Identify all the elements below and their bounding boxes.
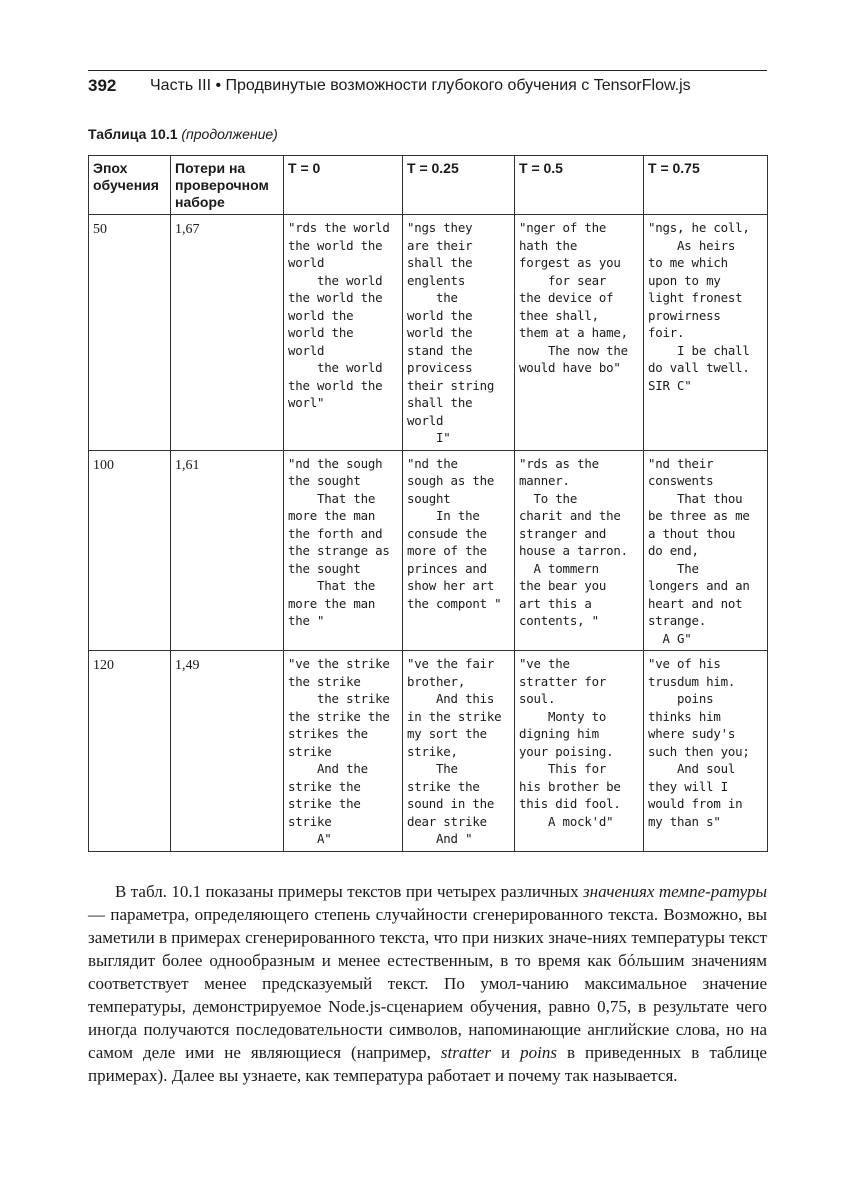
cell-sample-t025: "ve the fair brother, And this in the strike my sort the strike, The strike the sound in the dear strike And " [403,651,515,852]
cell-loss: 1,49 [171,651,284,852]
cell-epochs: 100 [89,450,171,651]
table-caption-main: Таблица 10.1 [88,126,178,142]
header-t0: T = 0 [284,156,403,215]
results-table [88,155,768,852]
cell-sample-t05: "ve the stratter for soul. Monty to digning him your poising. This for his brother be this did fool. A mock'd" [515,651,644,852]
paragraph-text [88,880,767,1087]
cell-sample-t025: "ngs they are their shall the englents the world the world the stand the provicess their string shall the world I" [403,215,515,451]
header-rule [88,70,767,71]
header-epochs: Эпох обучения [89,156,171,215]
table-row [89,450,768,651]
table-caption-continuation: (продолжение) [181,126,278,142]
paragraph-part: и [490,1043,521,1062]
table-caption [88,126,278,142]
cell-sample-t0: "nd the sough the sought That the more the man the forth and the strange as the sought That the more the man the " [284,450,403,651]
cell-sample-t05: "nger of the hath the forgest as you for sear the device of thee shall, them at a hame, The now the would have bo" [515,215,644,451]
body-paragraph [88,880,767,1087]
paragraph-part: — параметра, определяющего степень случайности сгенерированного текста. Возможно, вы заметили в примерах сгенерированного текста, что при низких значе-ниях температуры текст выглядит более однообразным и менее естественным, в то время как бóльшим значениям соответствует менее предсказуемый текст. По умол-чанию максимальное значение температуры, демонстрируемое Node.js-сценарием обучения, равно 0,75, в результате чего иногда получаются последовательности символов, напоминающие английские слова, но на самом деле ими не являющиеся (например, [88,905,767,1062]
cell-sample-t075: "ve of his trusdum him. poins thinks him where sudy's such then you; And soul they will I would from in my than s" [644,651,768,852]
cell-sample-t0: "ve the strike the strike the strike the strike the strikes the strike And the strike the strike the strike A" [284,651,403,852]
term-temperature-values: значениях темпе-ратуры [583,882,767,901]
running-title: Часть III • Продвинутые возможности глубокого обучения с TensorFlow.js [150,77,691,94]
cell-sample-t025: "nd the sough as the sought In the consude the more of the princes and show her art the compont " [403,450,515,651]
running-header [88,76,767,102]
table-row [89,215,768,451]
cell-sample-t0: "rds the world the world the world the world the world the world the world the world the world the world the worl" [284,215,403,451]
term-stratter: stratter [440,1043,491,1062]
paragraph-part: В табл. 10.1 показаны примеры текстов при четырех различных [115,882,584,901]
header-t075: T = 0.75 [644,156,768,215]
term-poins: poins [520,1043,557,1062]
cell-loss: 1,61 [171,450,284,651]
cell-sample-t05: "rds as the manner. To the charit and the stranger and house a tarron. A tommern the bear you art this a contents, " [515,450,644,651]
cell-epochs: 50 [89,215,171,451]
table-header-row [89,156,768,215]
header-t025: T = 0.25 [403,156,515,215]
paragraph-part: в приведенных в таблице примерах). Далее вы узнаете, как температура работает и почему так называется. [88,1043,767,1085]
cell-sample-t075: "ngs, he coll, As heirs to me which upon to my light fronest prowirness foir. I be chall do vall twell. SIR C" [644,215,768,451]
header-t05: T = 0.5 [515,156,644,215]
cell-loss: 1,67 [171,215,284,451]
cell-epochs: 120 [89,651,171,852]
header-loss: Потери на проверочном наборе [171,156,284,215]
page-number: 392 [88,76,117,95]
cell-sample-t075: "nd their conswents That thou be three as me a thout thou do end, The longers and an heart and not strange. A G" [644,450,768,651]
table-row [89,651,768,852]
